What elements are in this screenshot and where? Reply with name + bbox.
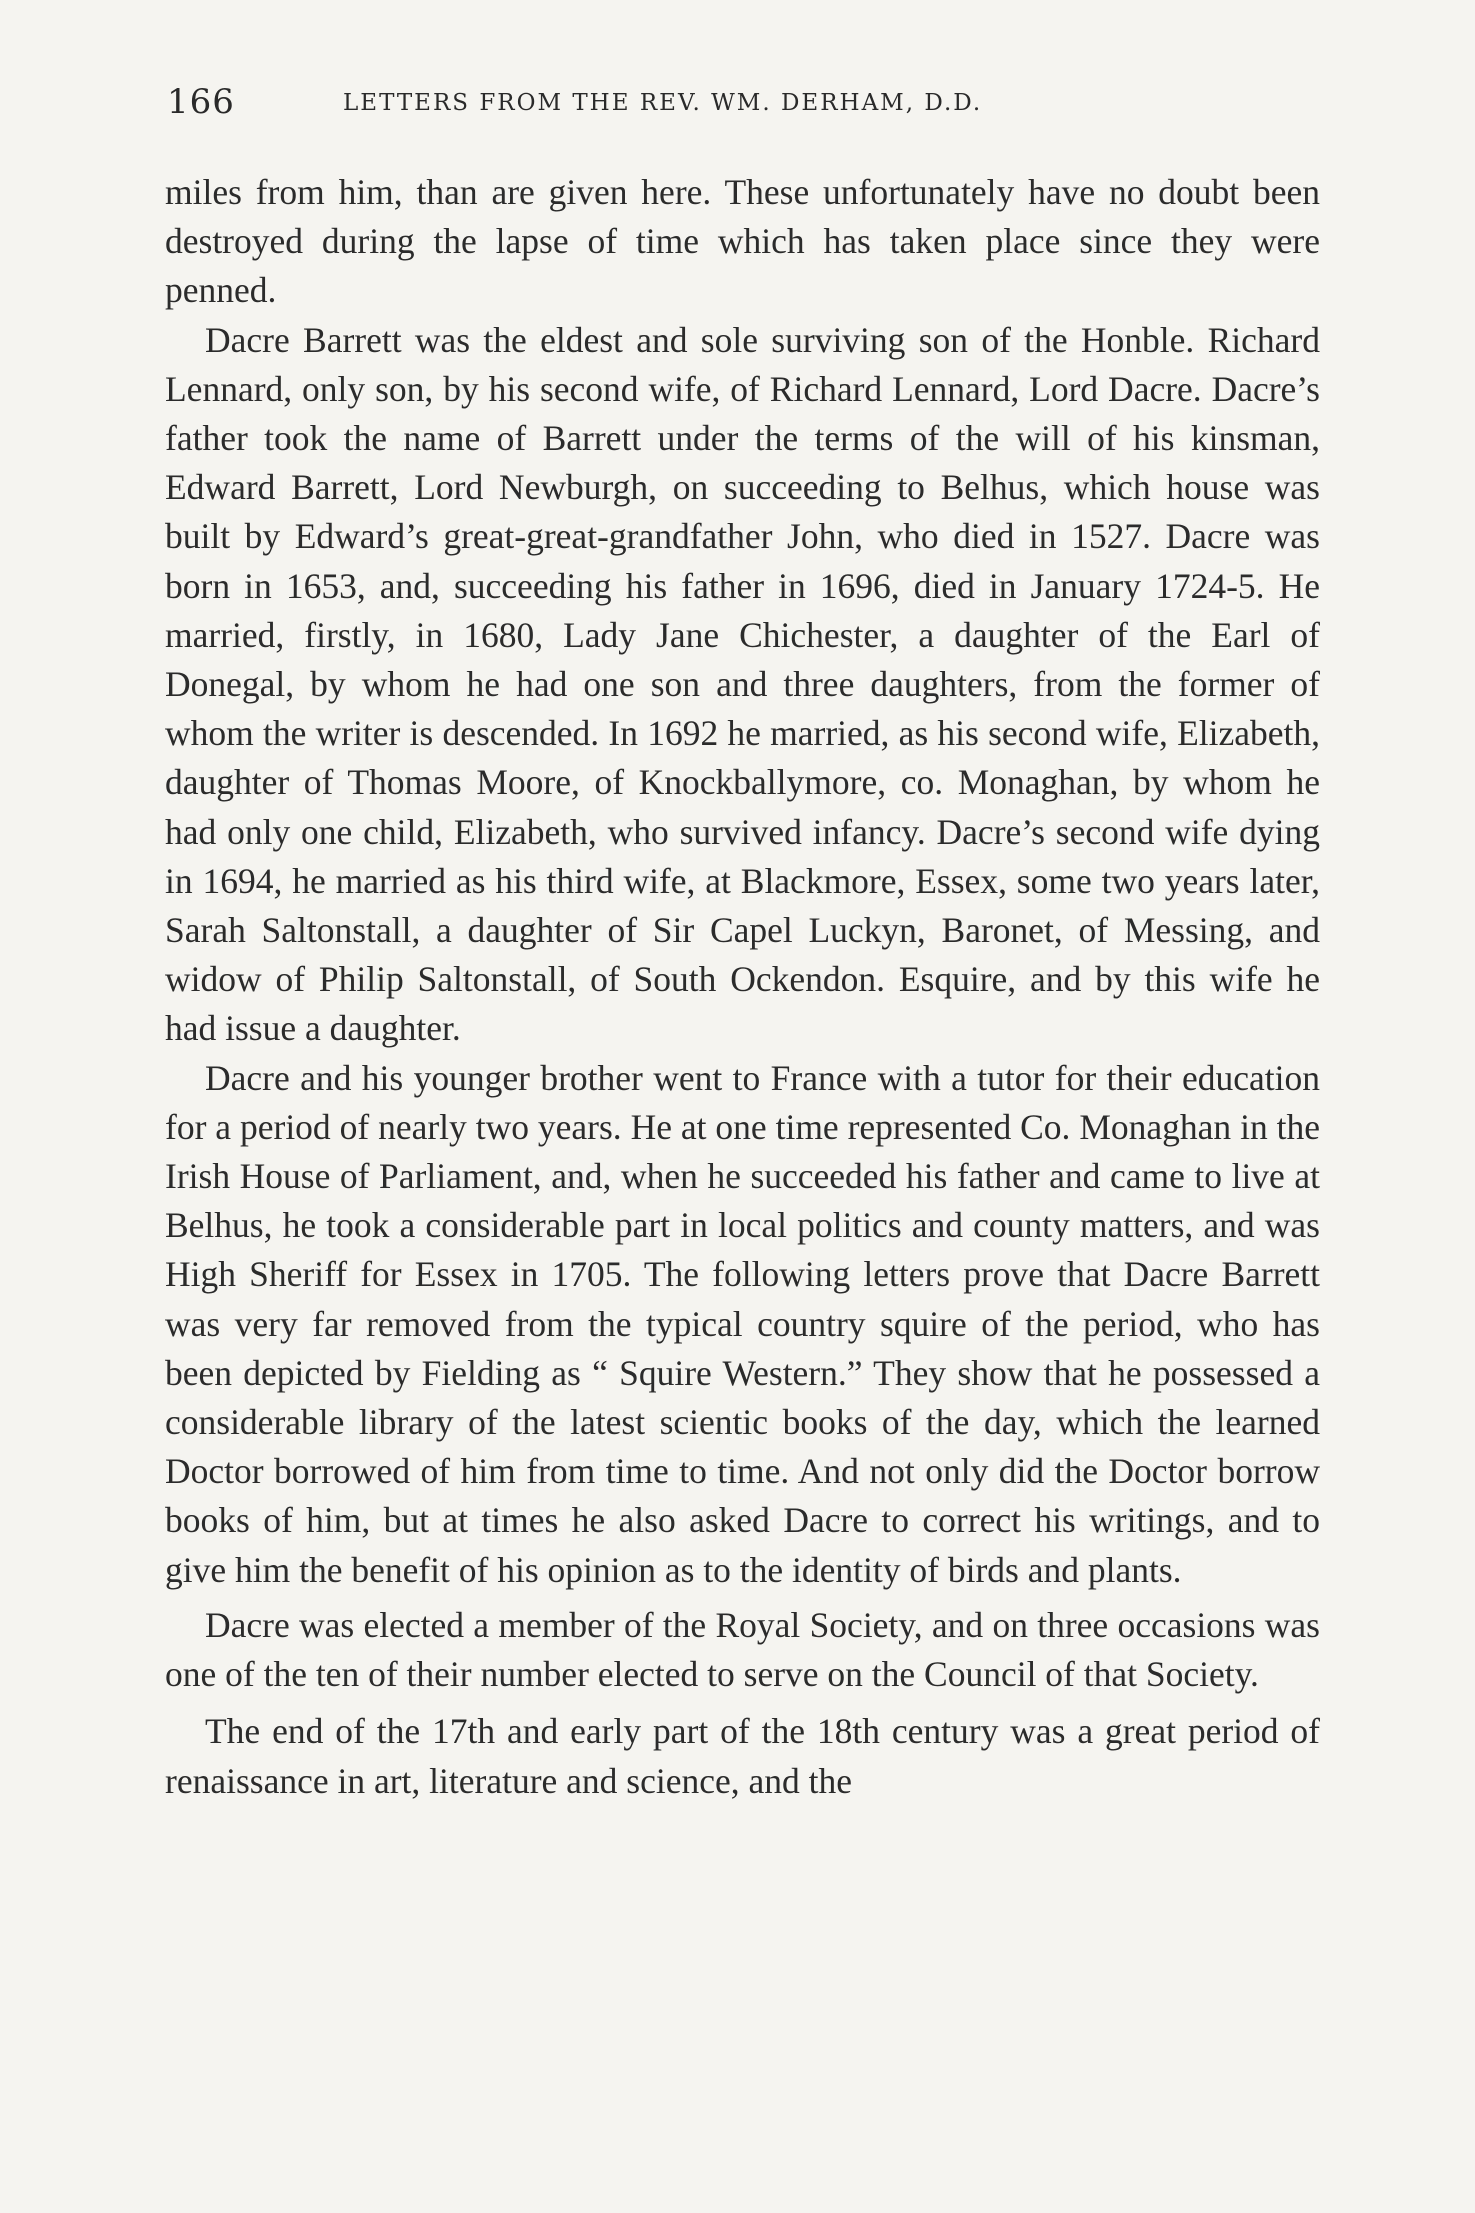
paragraph-dacre-barrett-lineage: Dacre Barrett was the eldest and sole surviving son of the Honble. Richard Lennard, only son, by his second wife, of Richard Lennard, Lord Dacre. Dacre’s father took the name of Barrett under the terms of the will of his kinsman, Edward Barrett, Lord Newburgh, on succeeding to Belhus, which house was built by Edward’s great-great-grandfather John, who died in 1527. Dacre was born in 1653, and, succeeding his father in 1696, died in January 1724-5. He married, firstly, in 1680, Lady Jane Chichester, a daughter of the Earl of Donegal, by whom he had one son and three daughters, from the former of whom the writer is descended. In 1692 he married, as his second wife, Elizabeth, daughter of Thomas Moore, of Knockballymore, co. Monaghan, by whom he had only one child, Elizabeth, who survived infancy. Dacre’s second wife dying in 1694, he married as his third wife, at Blackmore, Essex, some two years later, Sarah Saltonstall, a daughter of Sir Capel Luckyn, Baronet, of Messing, and widow of Philip Saltonstall, of South Ockendon. Esquire, and by this wife he had issue a daughter.	[165, 319, 1320, 1049]
body-text	[165, 168, 1320, 1806]
page-header	[167, 82, 1317, 132]
paragraph-continuation: miles from him, than are given here. These unfortunately have no doubt been destroyed during the lapse of time which has taken place since they were penned.	[165, 172, 1320, 311]
paragraph-dacre-education: Dacre and his younger brother went to France with a tutor for their education for a period of nearly two years. He at one time represented Co. Monaghan in the Irish House of Parliament, and, when he succeeded his father and came to live at Belhus, he took a considerable part in local politics and county matters, and was High Sheriff for Essex in 1705. The following letters prove that Dacre Barrett was very far removed from the typical country squire of the period, who has been depicted by Fielding as “ Squire Western.” They show that he possessed a considerable library of the latest scientic books of the day, which the learned Doctor borrowed of him from time to time. And not only did the Doctor borrow books of him, but at times he also asked Dacre to correct his writings, and to give him the benefit of his opinion as to the identity of birds and plants.	[165, 1057, 1320, 1590]
paragraph-renaissance: The end of the 17th and early part of the 18th century was a great period of renaissance in art, literature and science, and the	[165, 1711, 1320, 1801]
paragraph-royal-society: Dacre was elected a member of the Royal Society, and on three occasions was one of the ten of their number elected to serve on the Council of that Society.	[165, 1604, 1320, 1695]
page-number: 166	[167, 82, 235, 122]
running-head: LETTERS FROM THE REV. WM. DERHAM, D.D.	[343, 90, 983, 116]
